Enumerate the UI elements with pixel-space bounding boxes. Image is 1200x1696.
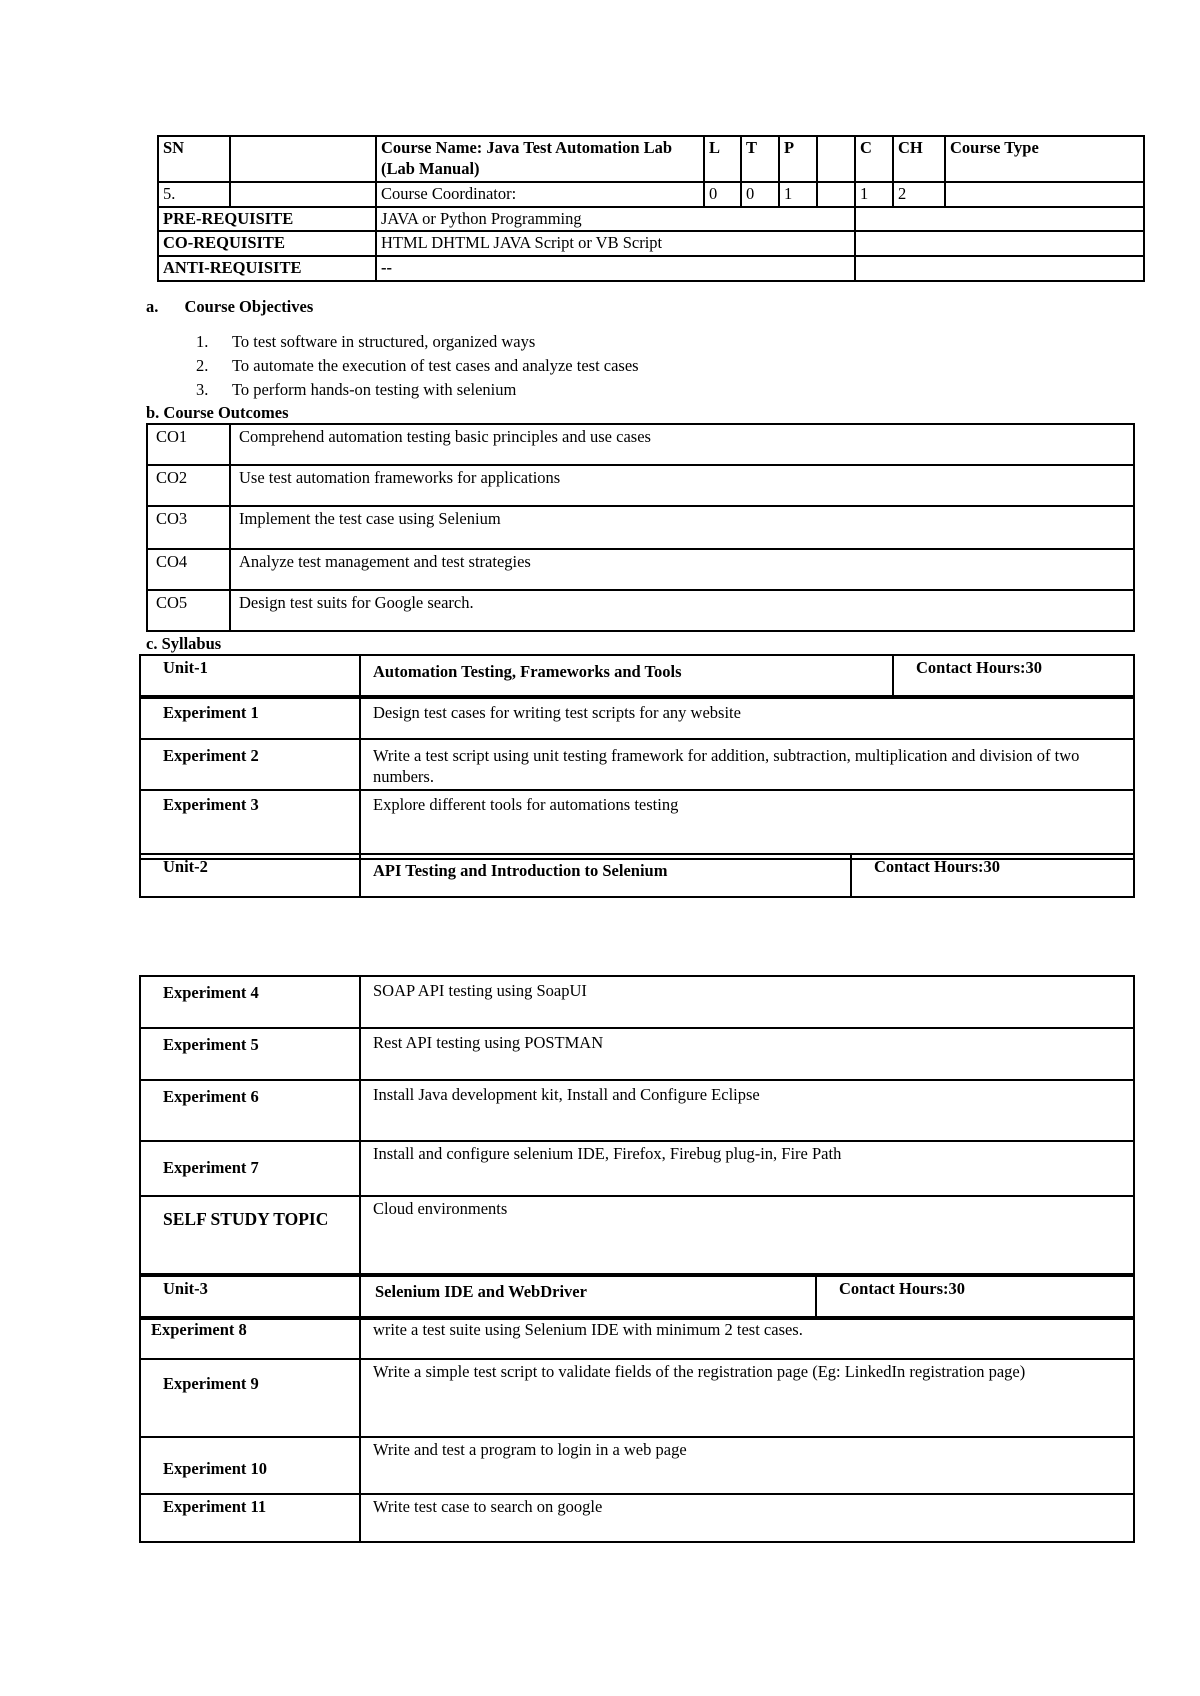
experiment-text: Design test cases for writing test scripts for any website <box>360 696 1134 739</box>
unit2-label: Unit-2 <box>140 854 360 897</box>
unit3-title: Selenium IDE and WebDriver <box>360 1276 816 1319</box>
t-label: T <box>741 136 779 182</box>
objective-item: 2. To automate the execution of test cases and analyze test cases <box>196 356 639 375</box>
experiment-text: Explore different tools for automations testing <box>360 790 1134 859</box>
outcome-code: CO4 <box>147 549 230 590</box>
outcome-text: Design test suits for Google search. <box>230 590 1134 631</box>
unit2-title: API Testing and Introduction to Selenium <box>360 854 851 897</box>
sn-value: 5. <box>158 182 230 207</box>
outcome-code: CO2 <box>147 465 230 506</box>
l-label: L <box>704 136 741 182</box>
experiment-text: Write and test a program to login in a web page <box>360 1437 1134 1494</box>
unit2-hours: Contact Hours:30 <box>851 854 1134 897</box>
experiment-label: Experiment 8 <box>140 1317 360 1359</box>
syllabus-heading: c. Syllabus <box>146 634 222 653</box>
c-value: 1 <box>855 182 893 207</box>
objectives-heading-letter: a. <box>146 297 159 316</box>
experiment-label: Experiment 5 <box>140 1028 360 1080</box>
objective-item: 1. To test software in structured, organized ways <box>196 332 536 351</box>
objectives-heading <box>146 297 313 317</box>
p-label: P <box>779 136 817 182</box>
unit1-hours: Contact Hours:30 <box>893 655 1134 698</box>
unit2-experiments <box>139 975 1135 1275</box>
outcome-text: Implement the test case using Selenium <box>230 506 1134 549</box>
outcome-text: Use test automation frameworks for applications <box>230 465 1134 506</box>
l-value: 0 <box>704 182 741 207</box>
objectives-heading-text: Course Objectives <box>184 297 314 316</box>
outcome-text: Comprehend automation testing basic principles and use cases <box>230 424 1134 465</box>
course-name: Course Name: Java Test Automation Lab (Lab Manual) <box>376 136 704 182</box>
unit1-title: Automation Testing, Frameworks and Tools <box>360 655 893 698</box>
outcomes-heading: b. Course Outcomes <box>146 403 289 422</box>
experiment-label: Experiment 9 <box>140 1359 360 1437</box>
unit3-header <box>139 1275 1135 1320</box>
unit3-hours: Contact Hours:30 <box>816 1276 1134 1319</box>
experiment-label: Experiment 10 <box>140 1437 360 1494</box>
self-study-text: Cloud environments <box>360 1196 1134 1274</box>
outcome-code: CO1 <box>147 424 230 465</box>
prerequisite-label: PRE-REQUISITE <box>158 207 376 232</box>
ch-label: CH <box>893 136 945 182</box>
experiment-text: SOAP API testing using SoapUI <box>360 976 1134 1028</box>
prerequisite-value: JAVA or Python Programming <box>376 207 855 232</box>
outcome-text: Analyze test management and test strategies <box>230 549 1134 590</box>
outcome-code: CO5 <box>147 590 230 631</box>
objective-item: 3. To perform hands-on testing with selenium <box>196 380 517 399</box>
experiment-label: Experiment 1 <box>140 696 360 739</box>
unit1-header <box>139 654 1135 699</box>
experiment-label: Experiment 4 <box>140 976 360 1028</box>
p-value: 1 <box>779 182 817 207</box>
unit1-experiments <box>139 695 1135 860</box>
experiment-label: Experiment 7 <box>140 1141 360 1196</box>
unit1-label: Unit-1 <box>140 655 360 698</box>
ch-value: 2 <box>893 182 945 207</box>
experiment-text: write a test suite using Selenium IDE with minimum 2 test cases. <box>360 1317 1134 1359</box>
t-value: 0 <box>741 182 779 207</box>
experiment-text: Write a simple test script to validate fields of the registration page (Eg: LinkedIn registration page) <box>360 1359 1134 1437</box>
outcome-code: CO3 <box>147 506 230 549</box>
corequisite-label: CO-REQUISITE <box>158 231 376 256</box>
experiment-label: Experiment 3 <box>140 790 360 859</box>
antirequisite-label: ANTI-REQUISITE <box>158 256 376 281</box>
self-study-label: SELF STUDY TOPIC <box>140 1196 360 1274</box>
course-type-label: Course Type <box>945 136 1144 182</box>
experiment-text: Install Java development kit, Install and Configure Eclipse <box>360 1080 1134 1141</box>
unit3-label: Unit-3 <box>140 1276 360 1319</box>
c-label: C <box>855 136 893 182</box>
sn-label: SN <box>158 136 230 182</box>
unit3-experiments <box>139 1316 1135 1543</box>
experiment-text: Write test case to search on google <box>360 1494 1134 1542</box>
course-outcomes-table <box>146 423 1135 632</box>
experiment-text: Write a test script using unit testing framework for addition, subtraction, multiplication and division of two numbers. <box>360 739 1134 790</box>
unit2-header <box>139 853 1135 898</box>
course-header-table <box>157 135 1145 282</box>
experiment-label: Experiment 11 <box>140 1494 360 1542</box>
experiment-label: Experiment 6 <box>140 1080 360 1141</box>
experiment-text: Install and configure selenium IDE, Firefox, Firebug plug-in, Fire Path <box>360 1141 1134 1196</box>
course-coordinator: Course Coordinator: <box>376 182 704 207</box>
experiment-label: Experiment 2 <box>140 739 360 790</box>
corequisite-value: HTML DHTML JAVA Script or VB Script <box>376 231 855 256</box>
antirequisite-value: -- <box>376 256 855 281</box>
experiment-text: Rest API testing using POSTMAN <box>360 1028 1134 1080</box>
